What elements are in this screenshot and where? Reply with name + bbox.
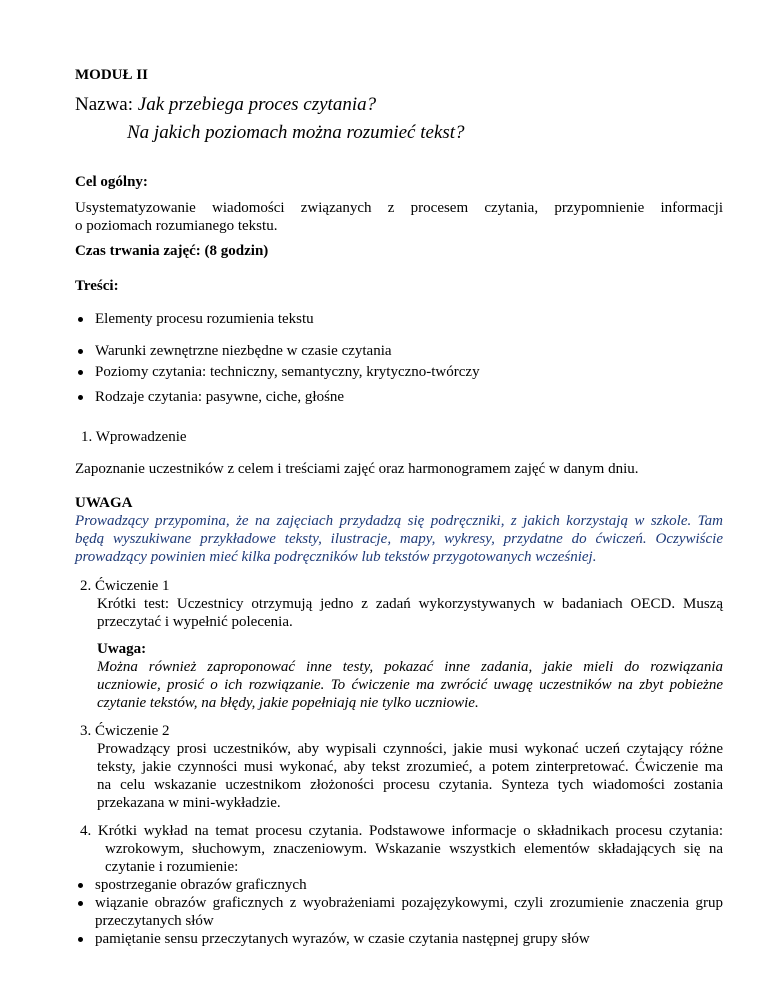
- contents-item-1: Elementy procesu rozumienia tekstu: [95, 311, 314, 327]
- exercise1-heading: 2. Ćwiczenie 1: [80, 578, 170, 594]
- exercise1-note-line-1: Można również zaproponować inne testy, pokazać inne zadania, jakie mieli do rozwiązania: [97, 659, 723, 675]
- exercise1-note-heading: Uwaga:: [97, 641, 147, 657]
- lecture-bullet-3: pamiętanie sensu przeczytanych wyrazów, w czasie czytania następnej grupy słów: [95, 931, 590, 947]
- exercise2-line-2: teksty, jakie czynności musi wykonać, aby tekst zrozumieć, a potem zinterpretować. Ćwiczenie ma: [97, 759, 723, 775]
- bullet-dot: [78, 901, 83, 906]
- bullet-dot: [78, 937, 83, 942]
- bullet-dot: [78, 395, 83, 400]
- title-question-1: Jak przebiega proces czytania?: [137, 94, 377, 115]
- title-label: Nazwa:: [75, 94, 138, 115]
- uwaga-line-3: prowadzący powinien mieć kilka podręczników lub tekstów przygotowanych wcześniej.: [75, 549, 597, 565]
- contents-item-2: Warunki zewnętrzne niezbędne w czasie czytania: [95, 343, 392, 359]
- bullet-dot: [78, 883, 83, 888]
- contents-item-4: Rodzaje czytania: pasywne, ciche, głośne: [95, 389, 345, 405]
- contents-heading: Treści:: [75, 278, 119, 294]
- duration-heading: Czas trwania zajęć: (8 godzin): [75, 243, 269, 259]
- bullet-dot: [78, 349, 83, 354]
- goal-text-line-2: o poziomach rozumianego tekstu.: [75, 218, 278, 234]
- lecture-line-2: wzrokowym, słuchowym, znaczeniowym. Wskazanie wszystkich elementów składających się na: [105, 841, 723, 857]
- module-heading: MODUŁ II: [75, 67, 148, 83]
- title-question-2: Na jakich poziomach można rozumieć tekst?: [127, 122, 465, 143]
- title-line-1: [75, 94, 376, 116]
- uwaga-line-2: będą wyszukiwane przykładowe teksty, ilustracje, mapy, wykresy, przydatne do ćwiczeń. Oczywiście: [75, 531, 723, 547]
- bullet-dot: [78, 370, 83, 375]
- lecture-bullet-1: spostrzeganie obrazów graficznych: [95, 877, 307, 893]
- intro-text: Zapoznanie uczestników z celem i treściami zajęć oraz harmonogramem zajęć w danym dniu.: [75, 461, 639, 477]
- bullet-dot: [78, 317, 83, 322]
- exercise1-line-2: przeczytać i wypełnić polecenia.: [97, 614, 293, 630]
- exercise2-line-1: Prowadzący prosi uczestników, aby wypisali czynności, jakie musi wykonać uczeń czytający różne: [97, 741, 723, 757]
- exercise1-note-line-3: czytanie tekstów, na błędy, jakie popełniają nie tylko uczniowie.: [97, 695, 479, 711]
- uwaga-heading: UWAGA: [75, 495, 133, 511]
- goal-heading: Cel ogólny:: [75, 174, 148, 190]
- exercise2-line-3: na celu wskazanie uczestnikom złożoności procesu czytania. Synteza tych wiadomości zostania: [97, 777, 723, 793]
- lecture-line-3: czytanie i rozumienie:: [105, 859, 239, 875]
- lecture-bullet-2-cont: przeczytanych słów: [95, 913, 214, 929]
- exercise2-line-4: przekazana w mini-wykładzie.: [97, 795, 281, 811]
- exercise1-note-line-2: uczniowie, prosić o ich rozwiązanie. To ćwiczenie ma zwrócić uwagę uczestników na zbyt pobieżne: [97, 677, 723, 693]
- exercise2-heading: 3. Ćwiczenie 2: [80, 723, 170, 739]
- intro-heading: 1. Wprowadzenie: [81, 429, 187, 445]
- contents-item-3: Poziomy czytania: techniczny, semantyczny, krytyczno-twórczy: [95, 364, 480, 380]
- lecture-line-1: 4. Krótki wykład na temat procesu czytania. Podstawowe informacje o składnikach procesu czytania:: [80, 823, 723, 839]
- lecture-bullet-2: wiązanie obrazów graficznych z wyobrażeniami pozajęzykowymi, czyli zrozumienie znaczenia grup: [95, 895, 723, 911]
- exercise1-line-1: Krótki test: Uczestnicy otrzymują jedno z zadań wykorzystywanych w badaniach OECD. Muszą: [97, 596, 723, 612]
- goal-text-line-1: Usystematyzowanie wiadomości związanych z procesem czytania, przypomnienie informacji: [75, 200, 723, 216]
- uwaga-line-1: Prowadzący przypomina, że na zajęciach przydadzą się podręczniki, z jakich korzystają w szkole. Tam: [75, 513, 723, 529]
